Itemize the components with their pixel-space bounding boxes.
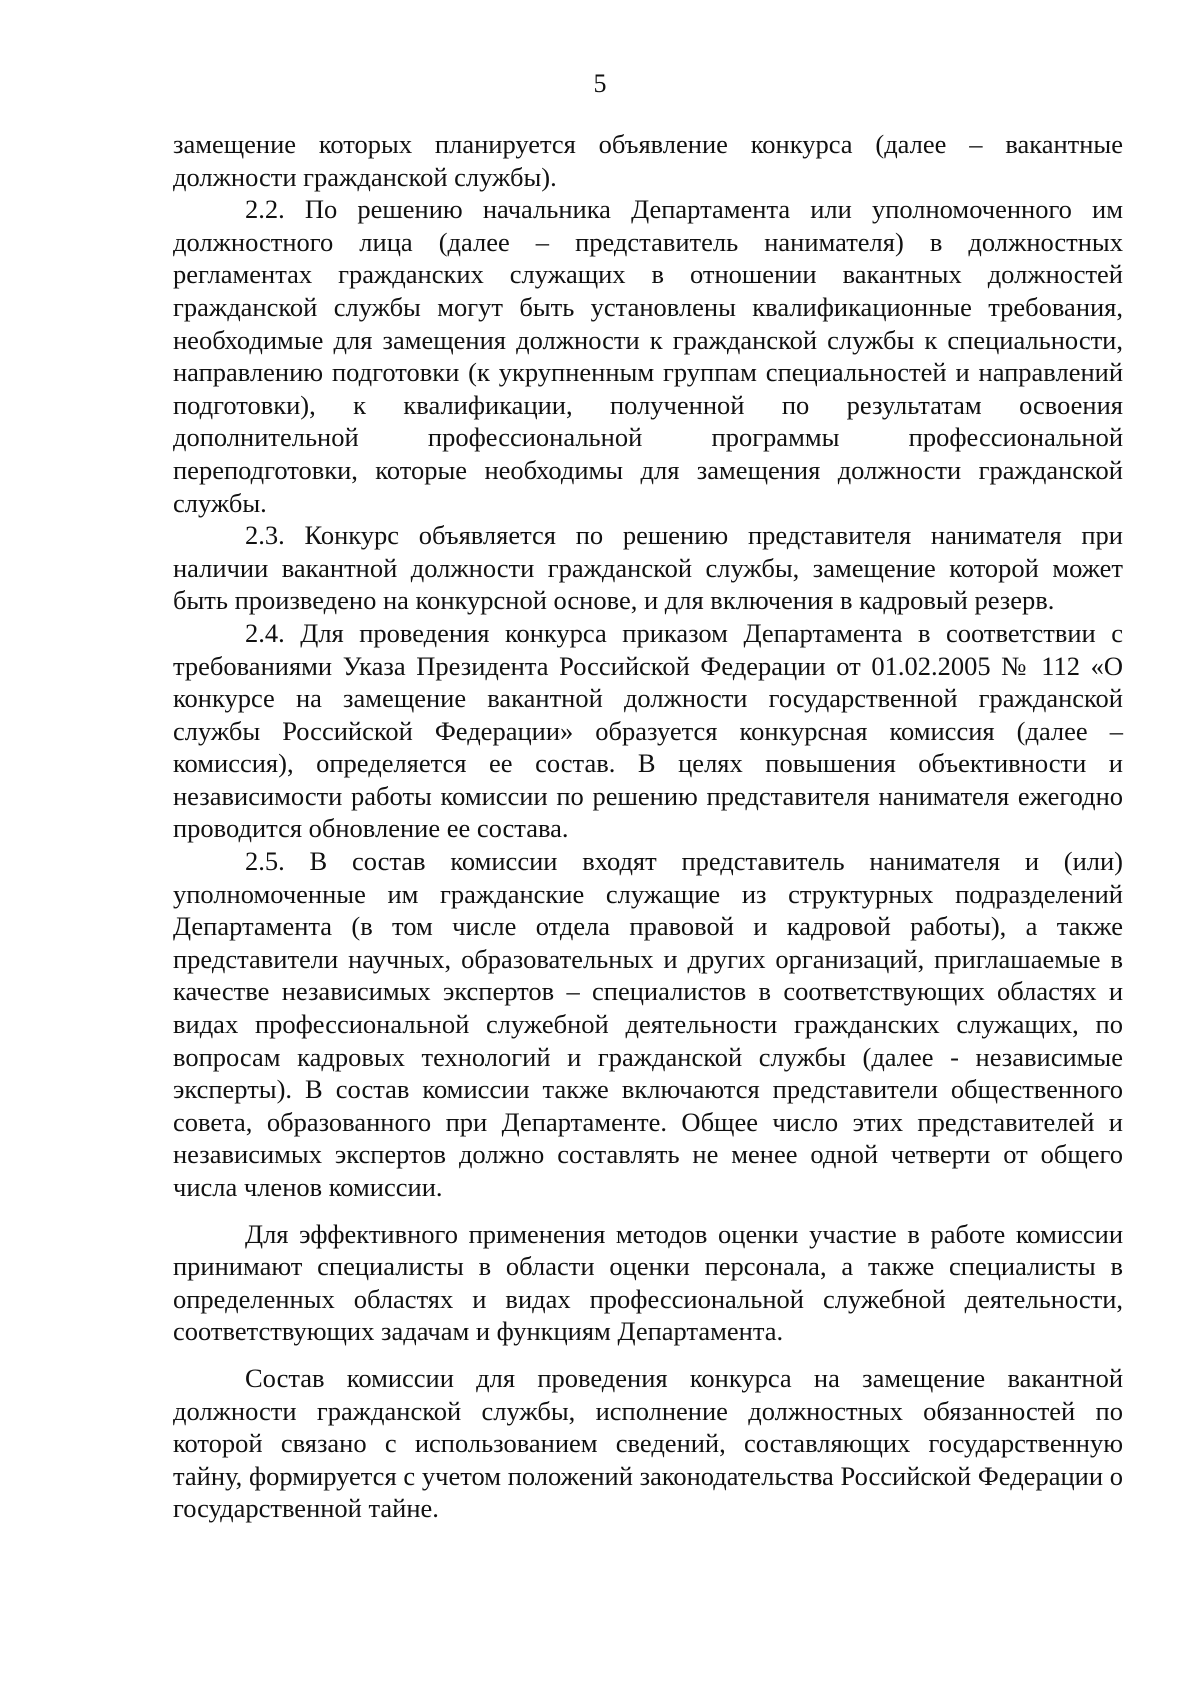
page-number: 5 bbox=[593, 69, 607, 98]
paragraph-state-secret: Состав комиссии для проведения конкурса на замещение вакантной должности гражданской службы, исполнение должностных обязанностей по которой связано с использованием сведений, составляющих государственную тайну, формируется с учетом положений законодательства Российской Федерации о государственной тайне. bbox=[173, 1362, 1123, 1524]
document-body bbox=[173, 128, 1123, 1525]
paragraph-2-5: 2.5. В состав комиссии входят представитель нанимателя и (или) уполномоченные им гражданские служащие из структурных подразделений Департамента (в том числе отдела правовой и кадровой работы), а также представители научных, образовательных и других организаций, приглашаемые в качестве независимых экспертов – специалистов в соответствующих областях и видах профессиональной служебной деятельности гражданских служащих, по вопросам кадровых технологий и гражданской службы (далее - независимые эксперты). В состав комиссии также включаются представители общественного совета, образованного при Департаменте. Общее число этих представителей и независимых экспертов должно составлять не менее одной четверти от общего числа членов комиссии. bbox=[173, 846, 1123, 1202]
paragraph-2-3: 2.3. Конкурс объявляется по решению представителя нанимателя при наличии вакантной должности гражданской службы, замещение которой может быть произведено на конкурсной основе, и для включения в кадровый резерв. bbox=[173, 520, 1123, 616]
paragraph-2-4: 2.4. Для проведения конкурса приказом Департамента в соответствии с требованиями Указа Президента Российской Федерации от 01.02.2005 № 112 «О конкурсе на замещение вакантной должности государственной гражданской службы Российской Федерации» образуется конкурсная комиссия (далее – комиссия), определяется ее состав. В целях повышения объективности и независимости работы комиссии по решению представителя нанимателя ежегодно проводится обновление ее состава. bbox=[173, 617, 1123, 844]
paragraph-continuation: замещение которых планируется объявление конкурса (далее – вакантные должности гражданской службы). bbox=[173, 129, 1123, 192]
paragraph-2-2: 2.2. По решению начальника Департамента или уполномоченного им должностного лица (далее – представитель нанимателя) в должностных регламентах гражданских служащих в отношении вакантных должностей гражданской службы могут быть установлены квалификационные требования, необходимые для замещения должности к гражданской службы к специальности, направлению подготовки (к укрупненным группам специальностей и направлений подготовки), к квалификации, полученной по результатам освоения дополнительной профессиональной программы профессиональной переподготовки, которые необходимы для замещения должности гражданской службы. bbox=[173, 194, 1123, 518]
paragraph-evaluation-specialists: Для эффективного применения методов оценки участие в работе комиссии принимают специалисты в области оценки персонала, а также специалисты в определенных областях и видах профессиональной служебной деятельности, соответствующих задачам и функциям Департамента. bbox=[173, 1218, 1123, 1347]
